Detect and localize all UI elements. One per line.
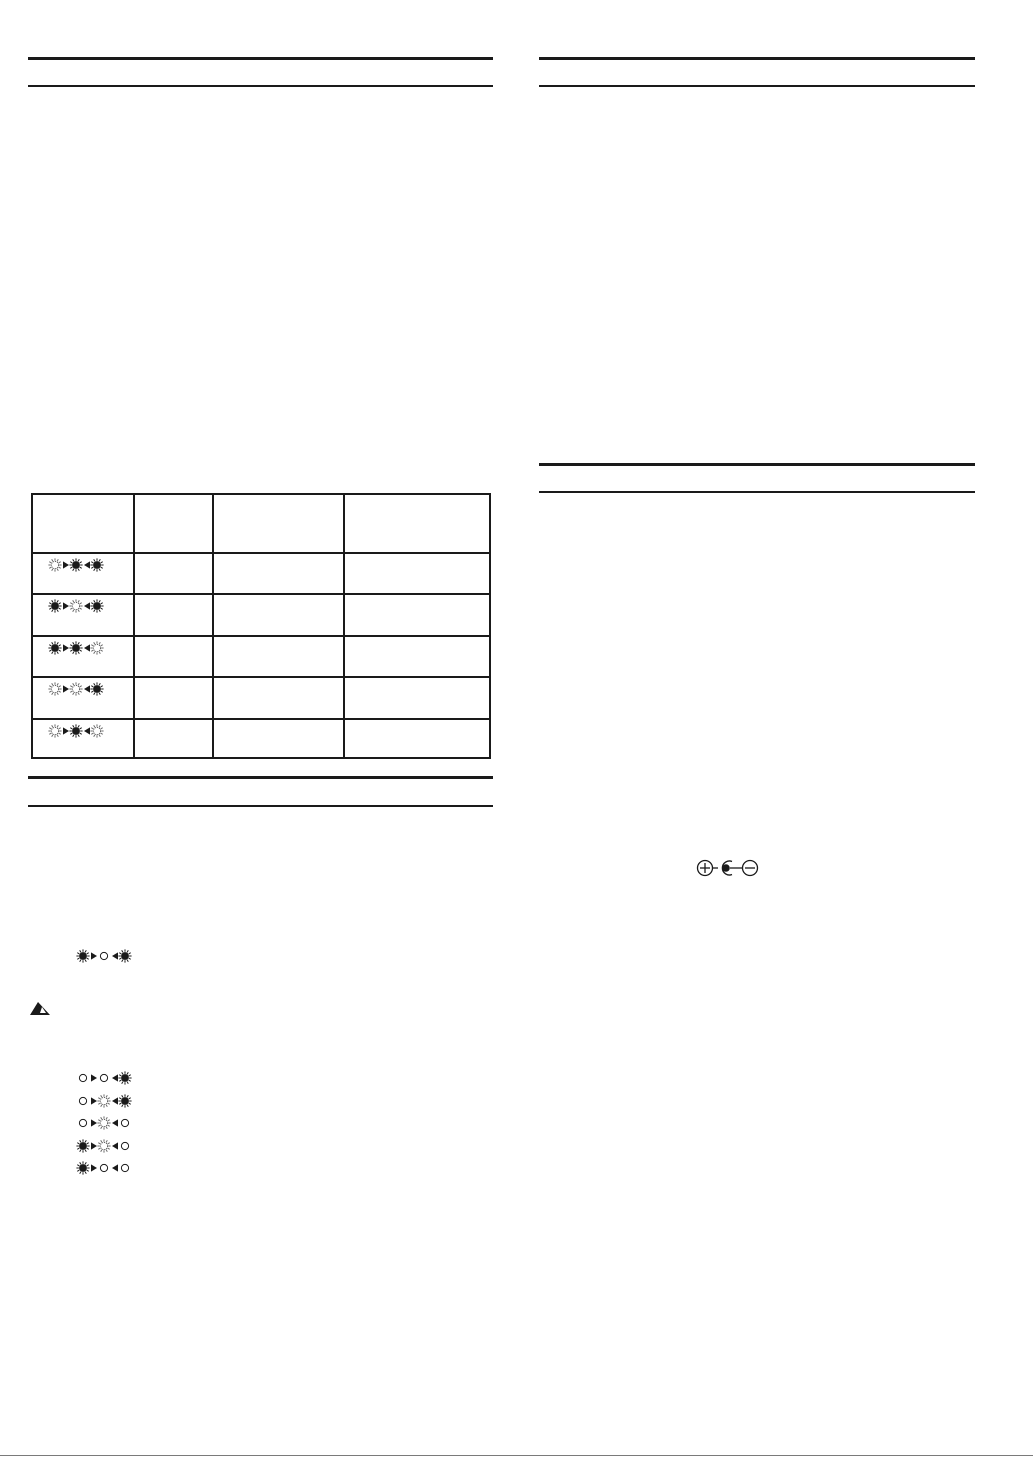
led-pattern-row (47, 681, 119, 697)
led-dark-icon (48, 641, 61, 654)
arrow-icon (91, 1142, 97, 1149)
led-dark-icon (69, 641, 82, 654)
dc-polarity-icon (696, 858, 762, 883)
led-dark-icon (76, 1139, 89, 1152)
led-dark-icon (118, 949, 131, 962)
led-status-table (31, 493, 491, 759)
arrow-icon (84, 727, 90, 734)
led-off-icon (79, 1074, 86, 1081)
section-rule-bottom (539, 85, 975, 87)
table-divider (33, 593, 489, 595)
led-dark-icon (76, 949, 89, 962)
arrow-icon (112, 1097, 118, 1104)
led-dark-icon (48, 599, 61, 612)
arrow-icon (91, 1164, 97, 1171)
led-light-icon (97, 1116, 110, 1129)
led-dark-icon (118, 1094, 131, 1107)
led-light-icon (69, 599, 82, 612)
arrow-icon (63, 727, 69, 734)
led-sequence-step (75, 1115, 147, 1131)
led-light-icon (48, 558, 61, 571)
section-rule-bottom (539, 491, 975, 493)
arrow-icon (112, 1142, 118, 1149)
led-pattern-row (47, 598, 119, 614)
arrow-icon (63, 644, 69, 651)
led-sequence-step (75, 1093, 147, 1109)
led-dark-icon (90, 558, 103, 571)
led-off-icon (79, 1119, 86, 1126)
led-dark-icon (118, 1071, 131, 1084)
arrow-icon (63, 602, 69, 609)
page-bottom-rule (0, 1455, 1033, 1456)
led-tuning-indicator (75, 948, 147, 964)
led-light-icon (48, 682, 61, 695)
section-rule-top (539, 57, 975, 60)
arrow-icon (91, 952, 97, 959)
table-divider (33, 552, 489, 554)
led-dark-icon (76, 1161, 89, 1174)
section-rule-top (28, 57, 493, 60)
led-light-icon (97, 1094, 110, 1107)
led-off-icon (100, 952, 107, 959)
led-off-icon (121, 1164, 128, 1171)
arrow-icon (112, 1119, 118, 1126)
led-dark-icon (69, 724, 82, 737)
arrow-icon (84, 644, 90, 651)
led-light-icon (69, 682, 82, 695)
table-divider (33, 676, 489, 678)
section-rule-top (28, 776, 493, 779)
arrow-icon (84, 602, 90, 609)
arrow-icon (112, 1164, 118, 1171)
led-off-icon (79, 1097, 86, 1104)
arrow-icon (84, 685, 90, 692)
arrow-icon (112, 952, 118, 959)
led-sequence-step (75, 1138, 147, 1154)
arrow-icon (91, 1074, 97, 1081)
led-sequence-step (75, 1160, 147, 1176)
arrow-icon (63, 685, 69, 692)
arrow-icon (112, 1074, 118, 1081)
arrow-icon (84, 561, 90, 568)
led-dark-icon (69, 558, 82, 571)
arrow-icon (91, 1097, 97, 1104)
arrow-icon (63, 561, 69, 568)
table-divider (33, 718, 489, 720)
led-pattern-row (47, 723, 119, 739)
led-light-icon (97, 1139, 110, 1152)
led-light-icon (90, 641, 103, 654)
caution-icon (28, 1000, 52, 1021)
led-dark-icon (90, 599, 103, 612)
led-pattern-row (47, 640, 119, 656)
section-rule-bottom (28, 805, 493, 807)
led-light-icon (90, 724, 103, 737)
led-off-icon (100, 1164, 107, 1171)
led-off-icon (121, 1142, 128, 1149)
led-light-icon (48, 724, 61, 737)
led-off-icon (121, 1119, 128, 1126)
led-pattern-row (47, 557, 119, 573)
arrow-icon (91, 1119, 97, 1126)
led-off-icon (100, 1074, 107, 1081)
led-dark-icon (90, 682, 103, 695)
led-sequence-step (75, 1070, 147, 1086)
table-divider (33, 635, 489, 637)
section-rule-top (539, 463, 975, 466)
section-rule-bottom (28, 85, 493, 87)
